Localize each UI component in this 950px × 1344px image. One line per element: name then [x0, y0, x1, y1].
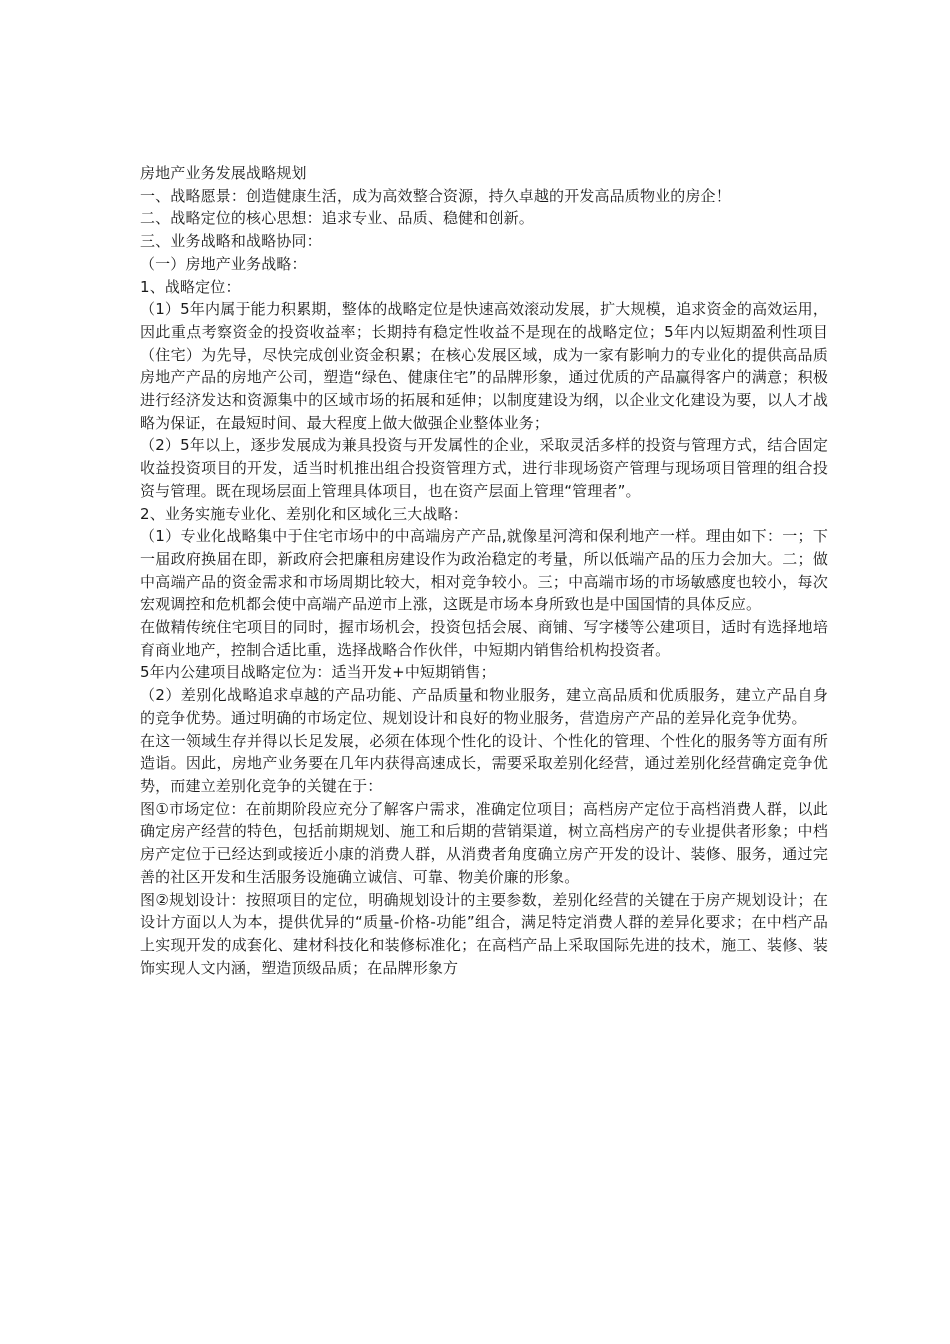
market-positioning-paragraph: 图①市场定位：在前期阶段应充分了解客户需求，准确定位项目；高档房产定位于高档消费人群，以此确定房产经营的特色，包括前期规划、施工和后期的营销渠道，树立高档房产的专业提供者形象；中档房产定位于已经达到或接近小康的消费人群，从消费者角度确立房产开发的设计、装修、服务，通过完善的社区开发和生活服务设施确立诚信、可靠、物美价廉的形象。: [140, 799, 828, 886]
item-heading-three-strategies: 2、业务实施专业化、差别化和区域化三大战略：: [140, 504, 468, 523]
document-title: 房地产业务发展战略规划: [140, 164, 307, 182]
specialization-paragraph: （1）专业化战略集中于住宅市场中的中高端房产产品,就像星河湾和保利地产一样。理由如下：一；下一届政府换届在即，新政府会把廉租房建设作为政治稳定的考量，所以低端产品的压力会加大。二；做中高端产品的资金需求和市场周期比较大，相对竞争较小。三；中高端市场的市场敏感度也较小，每次宏观调控和危机都会使中高端产品逆市上涨，这既是市场本身所致也是中国国情的具体反应。: [140, 527, 828, 614]
document-body: [140, 162, 828, 979]
core-idea-paragraph: 二、战略定位的核心思想：追求专业、品质、稳健和创新。: [140, 209, 534, 228]
subsection-heading-real-estate: （一）房地产业务战略：: [140, 254, 307, 273]
positioning-paragraph-1: （1）5年内属于能力积累期，整体的战略定位是快速高效滚动发展，扩大规模，追求资金的高效运用，因此重点考察资金的投资收益率；长期持有稳定性收益不是现在的战略定位；5年内以短期盈利性项目（住宅）为先导，尽快完成创业资金积累；在核心发展区域，成为一家有影响力的专业化的提供高品质房地产产品的房地产公司，塑造“绿色、健康住宅”的品牌形象，通过优质的产品赢得客户的满意；积极进行经济发达和资源集中的区域市场的拓展和延伸；以制度建设为纲，以企业文化建设为要，以人才战略为保证，在最短时间、最大程度上做大做强企业整体业务；: [140, 300, 828, 432]
commercial-paragraph: 在做精传统住宅项目的同时，握市场机会，投资包括会展、商铺、写字楼等公建项目，适时有选择地培育商业地产，控制合适比重，选择战略合作伙伴，中短期内销售给机构投资者。: [140, 618, 828, 659]
section-heading-strategy: 三、业务战略和战略协同：: [140, 232, 322, 251]
vision-paragraph: 一、战略愿景：创造健康生活，成为高效整合资源，持久卓越的开发高品质物业的房企！: [140, 186, 731, 205]
public-building-paragraph: 5年内公建项目战略定位为：适当开发+中短期销售；: [140, 663, 496, 682]
planning-design-paragraph: 图②规划设计：按照项目的定位，明确规划设计的主要参数，差别化经营的关键在于房产规划设计；在设计方面以人为本，提供优异的“质量-价格-功能”组合，满足特定消费人群的差异化要求；在中档产品上实现开发的成套化、建材科技化和装修标准化；在高档产品上采取国际先进的技术，施工、装修、装饰实现人文内涵，塑造顶级品质；在品牌形象方: [140, 890, 828, 977]
item-heading-positioning: 1、战略定位：: [140, 277, 241, 296]
differentiation-key-paragraph: 在这一领域生存并得以长足发展，必须在体现个性化的设计、个性化的管理、个性化的服务等方面有所造诣。因此，房地产业务要在几年内获得高速成长，需要采取差别化经营，通过差别化经营确定竞争优势，而建立差别化竞争的关键在于：: [140, 731, 828, 795]
positioning-paragraph-2: （2）5年以上，逐步发展成为兼具投资与开发属性的企业，采取灵活多样的投资与管理方式，结合固定收益投资项目的开发，适当时机推出组合投资管理方式，进行非现场资产管理与现场项目管理的组合投资与管理。既在现场层面上管理具体项目，也在资产层面上管理“管理者”。: [140, 436, 828, 500]
differentiation-paragraph: （2）差别化战略追求卓越的产品功能、产品质量和物业服务，建立高品质和优质服务，建立产品自身的竞争优势。通过明确的市场定位、规划设计和良好的物业服务，营造房产产品的差异化竞争优势。: [140, 686, 828, 727]
